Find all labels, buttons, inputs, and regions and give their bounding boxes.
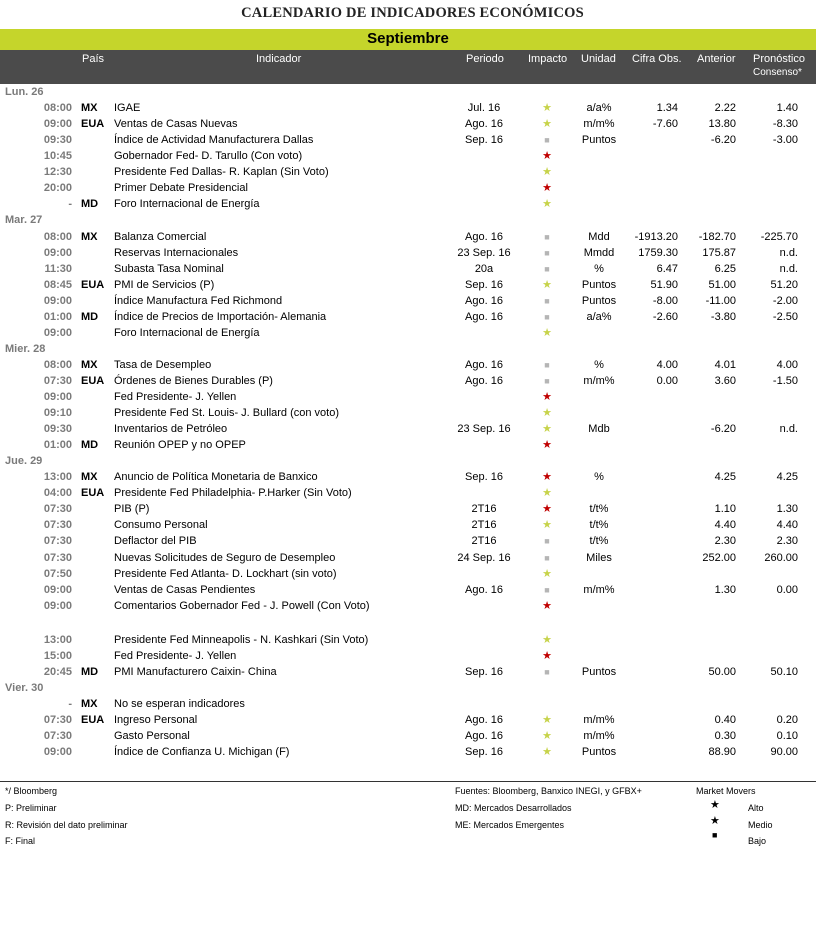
previous-cell: 252.00 bbox=[702, 551, 736, 564]
indicator-cell: Gasto Personal bbox=[114, 729, 190, 742]
forecast-cell: 260.00 bbox=[764, 551, 798, 564]
period-cell: Sep. 16 bbox=[465, 471, 503, 484]
previous-cell: 88.90 bbox=[708, 746, 736, 758]
month-label: Septiembre bbox=[367, 30, 449, 47]
indicator-cell: Índice de Actividad Manufacturera Dallas bbox=[114, 134, 314, 147]
square-gray-icon: ■ bbox=[544, 231, 550, 242]
header-impacto: Impacto bbox=[528, 53, 568, 65]
period-cell: Sep. 16 bbox=[465, 665, 503, 678]
unit-cell: m/m% bbox=[583, 374, 615, 387]
time-cell: 11:30 bbox=[44, 262, 72, 275]
indicator-cell: Presidente Fed Dallas- R. Kaplan (Sin Voto) bbox=[114, 166, 329, 179]
header-consenso: Consenso* bbox=[753, 67, 802, 78]
table-row bbox=[0, 196, 816, 212]
day-header bbox=[0, 212, 816, 228]
period-cell: 2T16 bbox=[471, 503, 497, 516]
unit-cell: t/t% bbox=[589, 503, 609, 516]
table-row bbox=[0, 277, 816, 293]
period-cell: Sep. 16 bbox=[465, 278, 503, 291]
period-cell: Ago. 16 bbox=[465, 118, 503, 131]
time-cell: 15:00 bbox=[43, 649, 72, 662]
forecast-cell: 0.20 bbox=[776, 713, 798, 726]
country-cell: EUA bbox=[81, 278, 105, 291]
unit-cell: Mmdd bbox=[583, 246, 615, 259]
square-gray-icon: ■ bbox=[544, 552, 550, 563]
period-cell: Ago. 16 bbox=[465, 230, 503, 243]
square-gray-icon: ■ bbox=[544, 311, 550, 322]
forecast-cell: -3.00 bbox=[772, 134, 798, 147]
table-row bbox=[0, 148, 816, 164]
table-row bbox=[0, 229, 816, 245]
square-gray-icon: ■ bbox=[544, 584, 550, 595]
time-cell: 07:30 bbox=[43, 374, 72, 387]
unit-cell: Puntos bbox=[581, 134, 617, 147]
table-row bbox=[0, 373, 816, 389]
indicator-cell: No se esperan indicadores bbox=[114, 697, 245, 710]
star-red-icon: ★ bbox=[542, 649, 552, 662]
square-gray-icon: ■ bbox=[544, 295, 550, 306]
table-row bbox=[0, 582, 816, 598]
period-cell: Sep. 16 bbox=[465, 746, 503, 758]
period-cell: Ago. 16 bbox=[465, 374, 503, 387]
star-yellow-icon: ★ bbox=[542, 166, 552, 179]
header-unidad: Unidad bbox=[581, 53, 616, 65]
time-cell: 09:00 bbox=[43, 294, 72, 307]
md-note: MD: Mercados Desarrollados bbox=[455, 803, 572, 813]
period-cell: 2T16 bbox=[471, 519, 497, 532]
forecast-cell: n.d. bbox=[779, 262, 798, 275]
time-cell: 20:45 bbox=[43, 665, 72, 678]
star-red-icon: ★ bbox=[542, 471, 552, 484]
table-row bbox=[0, 437, 816, 453]
day-label: Mier. 28 bbox=[5, 342, 46, 355]
table-row bbox=[0, 598, 816, 614]
indicator-cell: Órdenes de Bienes Durables (P) bbox=[114, 374, 273, 387]
time-cell: 13:00 bbox=[43, 471, 72, 484]
period-cell: Ago. 16 bbox=[465, 294, 503, 307]
star-yellow-icon: ★ bbox=[542, 487, 552, 500]
note-final: F: Final bbox=[5, 836, 36, 846]
country-cell: MD bbox=[81, 439, 99, 452]
square-gray-icon: ■ bbox=[712, 830, 718, 840]
header-cifra: Cifra Obs. bbox=[632, 53, 682, 65]
forecast-cell: 51.20 bbox=[770, 278, 798, 291]
indicator-cell: PIB (P) bbox=[114, 503, 150, 516]
unit-cell: m/m% bbox=[583, 713, 615, 726]
note-preliminar: P: Preliminar bbox=[5, 803, 57, 813]
table-row bbox=[0, 245, 816, 261]
indicator-cell: Presidente Fed Atlanta- D. Lockhart (sin voto) bbox=[114, 567, 337, 580]
previous-cell: -11.00 bbox=[705, 294, 736, 307]
indicator-cell: Presidente Fed St. Louis- J. Bullard (con voto) bbox=[114, 407, 339, 419]
note-bloomberg: */ Bloomberg bbox=[5, 786, 58, 796]
unit-cell: Miles bbox=[586, 551, 612, 564]
forecast-cell: -2.50 bbox=[772, 310, 798, 323]
sources-note: Fuentes: Bloomberg, Banxico INEGI, y GFBX+ bbox=[455, 786, 642, 796]
time-cell: 09:10 bbox=[43, 407, 72, 419]
legend-alto: Alto bbox=[748, 803, 764, 813]
table-row bbox=[0, 550, 816, 566]
observed-cell: -8.00 bbox=[652, 294, 678, 307]
indicator-cell: Reservas Internacionales bbox=[114, 246, 239, 259]
table-row bbox=[0, 293, 816, 309]
star-yellow-icon: ★ bbox=[542, 713, 552, 726]
forecast-cell: -1.50 bbox=[772, 374, 798, 387]
observed-cell: 0.00 bbox=[656, 374, 678, 387]
day-header bbox=[0, 341, 816, 357]
period-cell: Jul. 16 bbox=[467, 102, 501, 115]
footer-divider bbox=[0, 781, 816, 782]
previous-cell: -6.20 bbox=[710, 134, 736, 147]
star-yellow-icon: ★ bbox=[542, 198, 552, 211]
country-cell: MX bbox=[81, 697, 98, 710]
observed-cell: -7.60 bbox=[652, 118, 678, 131]
forecast-cell: 2.30 bbox=[776, 535, 798, 548]
forecast-cell: 0.00 bbox=[776, 583, 798, 596]
star-yellow-icon: ★ bbox=[710, 815, 720, 827]
header-pais: País bbox=[82, 53, 105, 65]
day-header bbox=[0, 84, 816, 100]
table-header bbox=[0, 50, 816, 84]
previous-cell: 51.00 bbox=[708, 278, 736, 291]
legend-title: Market Movers bbox=[696, 786, 756, 796]
star-yellow-icon: ★ bbox=[542, 423, 552, 436]
indicator-cell: Inventarios de Petróleo bbox=[114, 423, 228, 436]
star-red-icon: ★ bbox=[710, 799, 720, 811]
star-yellow-icon: ★ bbox=[542, 118, 552, 131]
unit-cell: m/m% bbox=[583, 729, 615, 742]
time-cell: 07:50 bbox=[43, 567, 72, 580]
unit-cell: Puntos bbox=[581, 294, 617, 307]
indicator-cell: Balanza Comercial bbox=[114, 230, 207, 243]
table-row bbox=[0, 696, 816, 712]
indicator-cell: Foro Internacional de Energía bbox=[114, 198, 260, 211]
square-gray-icon: ■ bbox=[544, 263, 550, 274]
country-cell: MX bbox=[81, 102, 98, 115]
indicator-cell: Nuevas Solicitudes de Seguro de Desempleo bbox=[114, 551, 336, 564]
period-cell: 23 Sep. 16 bbox=[457, 246, 511, 259]
day-label: Mar. 27 bbox=[5, 214, 43, 227]
star-yellow-icon: ★ bbox=[542, 278, 552, 291]
table-row bbox=[0, 517, 816, 533]
indicator-cell: Foro Internacional de Energía bbox=[114, 326, 260, 339]
legend-bajo: Bajo bbox=[748, 836, 767, 846]
previous-cell: 1.30 bbox=[714, 583, 736, 596]
country-cell: EUA bbox=[81, 118, 105, 131]
star-yellow-icon: ★ bbox=[542, 633, 552, 646]
star-red-icon: ★ bbox=[542, 503, 552, 516]
star-red-icon: ★ bbox=[542, 150, 552, 163]
table-row bbox=[0, 325, 816, 341]
table-row bbox=[0, 728, 816, 744]
square-gray-icon: ■ bbox=[544, 247, 550, 258]
table-row bbox=[0, 533, 816, 549]
time-cell: 07:30 bbox=[43, 519, 72, 532]
table-row bbox=[0, 421, 816, 437]
day-header bbox=[0, 680, 816, 696]
table-row bbox=[0, 469, 816, 485]
star-yellow-icon: ★ bbox=[542, 102, 552, 115]
indicator-cell: PMI Manufacturero Caixin- China bbox=[114, 665, 277, 678]
table-row bbox=[0, 180, 816, 196]
period-cell: 20a bbox=[474, 262, 494, 275]
time-cell: 09:00 bbox=[43, 246, 72, 259]
time-cell: 08:00 bbox=[43, 358, 72, 371]
forecast-cell: n.d. bbox=[779, 423, 798, 436]
previous-cell: 2.22 bbox=[714, 102, 736, 115]
observed-cell: 1.34 bbox=[656, 102, 678, 115]
table-row bbox=[0, 648, 816, 664]
time-cell: 08:00 bbox=[43, 102, 72, 115]
day-header bbox=[0, 453, 816, 469]
unit-cell: t/t% bbox=[589, 535, 609, 548]
previous-cell: 50.00 bbox=[708, 665, 736, 678]
table-row bbox=[0, 566, 816, 582]
time-cell: 01:00 bbox=[43, 439, 72, 452]
unit-cell: t/t% bbox=[589, 519, 609, 532]
indicator-cell: Deflactor del PIB bbox=[114, 535, 197, 548]
table-row bbox=[0, 389, 816, 405]
period-cell: Sep. 16 bbox=[465, 134, 503, 147]
table-row bbox=[0, 485, 816, 501]
indicator-cell: Ventas de Casas Nuevas bbox=[114, 118, 238, 131]
country-cell: MD bbox=[81, 198, 99, 211]
time-cell: 08:00 bbox=[43, 230, 72, 243]
period-cell: Ago. 16 bbox=[465, 729, 503, 742]
period-cell: 2T16 bbox=[471, 535, 497, 548]
star-red-icon: ★ bbox=[542, 391, 552, 403]
indicator-cell: IGAE bbox=[114, 102, 141, 115]
previous-cell: 4.40 bbox=[714, 519, 736, 532]
country-cell: MX bbox=[81, 230, 98, 243]
previous-cell: 6.25 bbox=[714, 262, 736, 275]
time-cell: 07:30 bbox=[43, 551, 72, 564]
header-anterior: Anterior bbox=[697, 53, 736, 65]
previous-cell: -3.80 bbox=[710, 310, 736, 323]
time-cell: 04:00 bbox=[43, 487, 72, 500]
period-cell: Ago. 16 bbox=[465, 713, 503, 726]
unit-cell: m/m% bbox=[583, 583, 615, 596]
previous-cell: 0.30 bbox=[714, 729, 736, 742]
time-cell: - bbox=[68, 697, 72, 710]
star-red-icon: ★ bbox=[542, 439, 552, 452]
forecast-cell: 4.40 bbox=[776, 519, 798, 532]
star-yellow-icon: ★ bbox=[542, 519, 552, 532]
star-yellow-icon: ★ bbox=[542, 746, 552, 758]
time-cell: 01:00 bbox=[43, 310, 72, 323]
previous-cell: 4.25 bbox=[714, 471, 736, 484]
table-row bbox=[0, 116, 816, 132]
indicator-cell: Primer Debate Presidencial bbox=[114, 182, 248, 195]
time-cell: 09:00 bbox=[43, 583, 72, 596]
time-cell: 09:00 bbox=[43, 599, 72, 612]
country-cell: MX bbox=[81, 358, 98, 371]
time-cell: 20:00 bbox=[43, 182, 72, 195]
me-note: ME: Mercados Emergentes bbox=[455, 820, 565, 830]
time-cell: 12:30 bbox=[43, 166, 72, 179]
table-row bbox=[0, 164, 816, 180]
table-row bbox=[0, 309, 816, 325]
forecast-cell: 1.30 bbox=[776, 503, 798, 516]
country-cell: EUA bbox=[81, 487, 105, 500]
unit-cell: Mdd bbox=[588, 230, 610, 243]
period-cell: Ago. 16 bbox=[465, 310, 503, 323]
indicator-cell: Índice Manufactura Fed Richmond bbox=[114, 294, 283, 307]
forecast-cell: n.d. bbox=[779, 246, 798, 259]
time-cell: 07:30 bbox=[43, 535, 72, 548]
period-cell: Ago. 16 bbox=[465, 358, 503, 371]
observed-cell: -1913.20 bbox=[634, 230, 678, 243]
time-cell: 07:30 bbox=[43, 729, 72, 742]
star-yellow-icon: ★ bbox=[542, 729, 552, 742]
country-cell: EUA bbox=[81, 713, 105, 726]
table-row bbox=[0, 664, 816, 680]
forecast-cell: 90.00 bbox=[770, 746, 798, 758]
country-cell: MX bbox=[81, 471, 98, 484]
indicator-cell: Índice de Precios de Importación- Alemania bbox=[114, 310, 327, 323]
time-cell: 07:30 bbox=[43, 713, 72, 726]
table-row bbox=[0, 405, 816, 421]
unit-cell: a/a% bbox=[586, 102, 612, 115]
square-gray-icon: ■ bbox=[544, 536, 550, 547]
square-gray-icon: ■ bbox=[544, 375, 550, 386]
indicator-cell: Consumo Personal bbox=[114, 519, 208, 532]
forecast-cell: 4.25 bbox=[776, 471, 798, 484]
unit-cell: Puntos bbox=[581, 746, 617, 758]
previous-cell: 4.01 bbox=[714, 358, 736, 371]
header-pronostico: Pronóstico bbox=[753, 53, 805, 65]
previous-cell: 13.80 bbox=[708, 118, 736, 131]
note-revision: R: Revisión del dato preliminar bbox=[5, 820, 128, 830]
observed-cell: -2.60 bbox=[652, 310, 678, 323]
time-cell: 09:30 bbox=[43, 423, 72, 436]
observed-cell: 51.90 bbox=[650, 278, 678, 291]
indicator-cell: Gobernador Fed- D. Tarullo (Con voto) bbox=[114, 150, 303, 163]
forecast-cell: -225.70 bbox=[760, 230, 798, 243]
indicator-cell: Índice de Confianza U. Michigan (F) bbox=[114, 746, 290, 758]
observed-cell: 1759.30 bbox=[638, 246, 678, 259]
unit-cell: Mdb bbox=[588, 423, 610, 436]
day-label: Jue. 29 bbox=[5, 455, 43, 468]
unit-cell: % bbox=[594, 358, 604, 371]
previous-cell: -182.70 bbox=[698, 230, 736, 243]
period-cell: 24 Sep. 16 bbox=[457, 551, 511, 564]
indicator-cell: PMI de Servicios (P) bbox=[114, 278, 215, 291]
previous-cell: 175.87 bbox=[702, 246, 736, 259]
table-row bbox=[0, 632, 816, 648]
forecast-cell: 0.10 bbox=[776, 729, 798, 742]
star-yellow-icon: ★ bbox=[542, 407, 552, 419]
time-cell: 07:30 bbox=[43, 503, 72, 516]
time-cell: 09:00 bbox=[43, 746, 72, 758]
unit-cell: % bbox=[594, 471, 604, 484]
indicator-cell: Tasa de Desempleo bbox=[114, 358, 212, 371]
time-cell: 08:45 bbox=[43, 278, 72, 291]
previous-cell: 0.40 bbox=[714, 713, 736, 726]
indicator-cell: Ventas de Casas Pendientes bbox=[114, 583, 256, 596]
table-row bbox=[0, 501, 816, 517]
previous-cell: 3.60 bbox=[714, 374, 736, 387]
page-title: CALENDARIO DE INDICADORES ECONÓMICOS bbox=[241, 5, 584, 21]
forecast-cell: 1.40 bbox=[776, 102, 798, 115]
time-cell: 09:00 bbox=[43, 391, 72, 403]
star-red-icon: ★ bbox=[542, 182, 552, 195]
square-gray-icon: ■ bbox=[544, 359, 550, 370]
unit-cell: Puntos bbox=[581, 278, 617, 291]
indicator-cell: Reunión OPEP y no OPEP bbox=[114, 439, 246, 452]
indicator-cell: Subasta Tasa Nominal bbox=[114, 262, 224, 275]
previous-cell: 1.10 bbox=[714, 503, 736, 516]
star-red-icon: ★ bbox=[542, 599, 552, 612]
header-periodo: Periodo bbox=[466, 53, 504, 65]
unit-cell: Puntos bbox=[581, 665, 617, 678]
period-cell: Ago. 16 bbox=[465, 583, 503, 596]
table-row bbox=[0, 261, 816, 277]
country-cell: MD bbox=[81, 310, 99, 323]
unit-cell: a/a% bbox=[586, 310, 612, 323]
table-row bbox=[0, 100, 816, 116]
period-cell: 23 Sep. 16 bbox=[457, 423, 511, 436]
unit-cell: m/m% bbox=[583, 118, 615, 131]
observed-cell: 4.00 bbox=[656, 358, 678, 371]
square-gray-icon: ■ bbox=[544, 666, 550, 677]
indicator-cell: Anuncio de Política Monetaria de Banxico bbox=[114, 471, 318, 484]
indicator-cell: Presidente Fed Philadelphia- P.Harker (Sin Voto) bbox=[114, 487, 352, 500]
table-row bbox=[0, 744, 816, 760]
time-cell: 09:30 bbox=[43, 134, 72, 147]
country-cell: MD bbox=[81, 665, 99, 678]
star-yellow-icon: ★ bbox=[542, 567, 552, 580]
previous-cell: -6.20 bbox=[710, 423, 736, 436]
month-bar bbox=[0, 29, 816, 50]
header-indicador: Indicador bbox=[256, 53, 302, 65]
time-cell: 13:00 bbox=[43, 633, 72, 646]
indicator-cell: Fed Presidente- J. Yellen bbox=[114, 649, 237, 662]
time-cell: - bbox=[68, 198, 72, 211]
time-cell: 09:00 bbox=[43, 326, 72, 339]
indicator-cell: Fed Presidente- J. Yellen bbox=[114, 391, 237, 403]
observed-cell: 6.47 bbox=[656, 262, 678, 275]
indicator-cell: Ingreso Personal bbox=[114, 713, 198, 726]
time-cell: 09:00 bbox=[43, 118, 72, 131]
star-yellow-icon: ★ bbox=[542, 326, 552, 339]
country-cell: EUA bbox=[81, 374, 105, 387]
indicator-cell: Comentarios Gobernador Fed - J. Powell (Con Voto) bbox=[114, 599, 370, 612]
forecast-cell: 50.10 bbox=[770, 665, 798, 678]
unit-cell: % bbox=[594, 262, 604, 275]
square-gray-icon: ■ bbox=[544, 135, 550, 146]
indicator-cell: Presidente Fed Minneapolis - N. Kashkari (Sin Voto) bbox=[114, 633, 369, 646]
table-row bbox=[0, 712, 816, 728]
table-row bbox=[0, 357, 816, 373]
forecast-cell: -8.30 bbox=[772, 118, 798, 131]
day-label: Vier. 30 bbox=[5, 681, 44, 694]
table-row bbox=[0, 132, 816, 148]
legend-medio: Medio bbox=[748, 820, 773, 830]
forecast-cell: 4.00 bbox=[776, 358, 798, 371]
previous-cell: 2.30 bbox=[714, 535, 736, 548]
day-label: Lun. 26 bbox=[5, 86, 44, 98]
time-cell: 10:45 bbox=[43, 150, 72, 163]
forecast-cell: -2.00 bbox=[772, 294, 798, 307]
